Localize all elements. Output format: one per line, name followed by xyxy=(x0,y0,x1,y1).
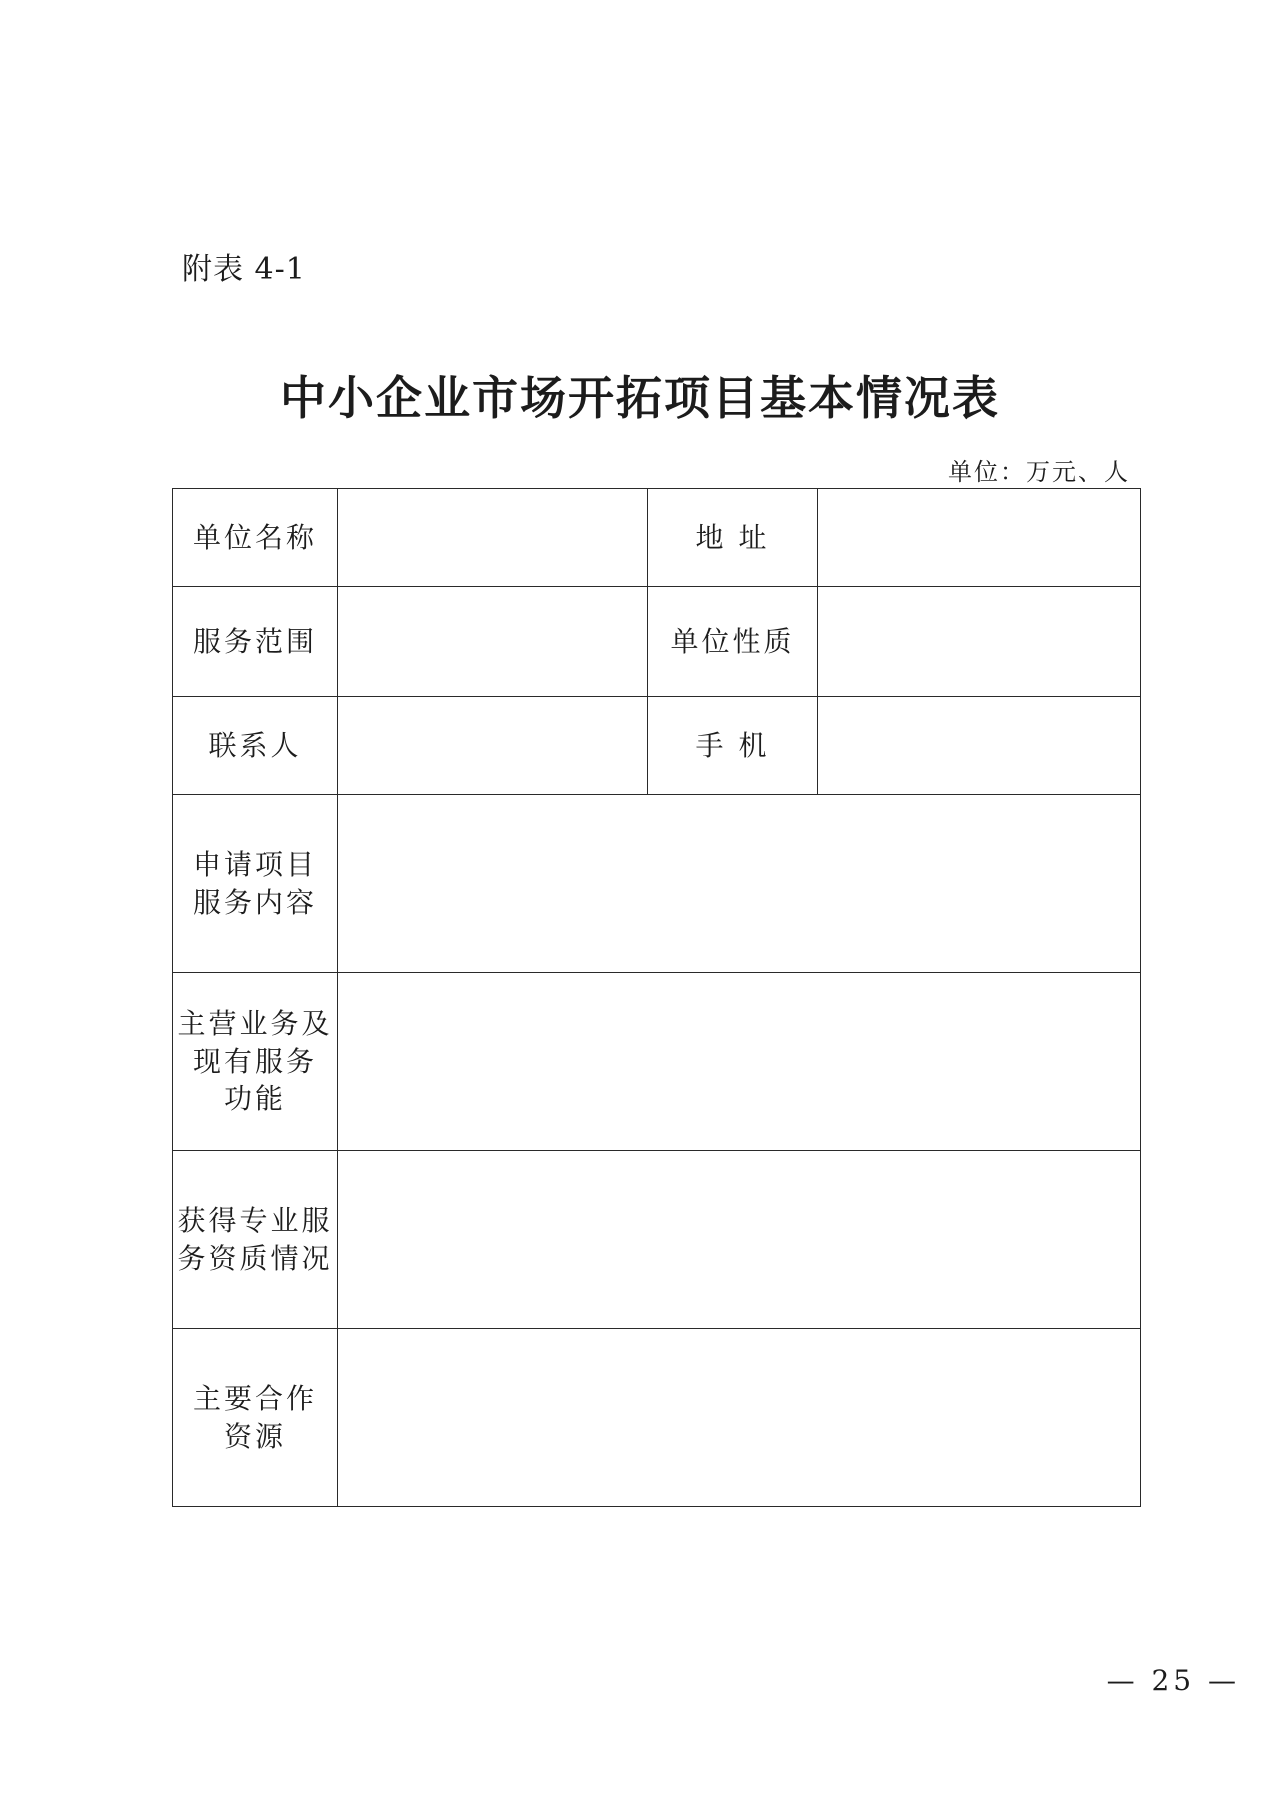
contact-label: 联系人 xyxy=(173,697,338,795)
unit-nature-label: 单位性质 xyxy=(648,587,818,697)
partner-resources-label: 主要合作 资源 xyxy=(173,1329,338,1507)
applied-service-label: 申请项目 服务内容 xyxy=(173,795,338,973)
page-title: 中小企业市场开拓项目基本情况表 xyxy=(280,371,1000,425)
unit-name-field[interactable] xyxy=(338,489,648,587)
main-business-field[interactable] xyxy=(338,973,1141,1151)
table-row xyxy=(173,795,1141,973)
unit-name-label: 单位名称 xyxy=(173,489,338,587)
unit-nature-field[interactable] xyxy=(818,587,1141,697)
table-row xyxy=(173,1151,1141,1329)
qualification-label: 获得专业服 务资质情况 xyxy=(173,1151,338,1329)
page-number: — 25 — xyxy=(1106,1664,1240,1697)
table-row xyxy=(173,697,1141,795)
address-field[interactable] xyxy=(818,489,1141,587)
contact-field[interactable] xyxy=(338,697,648,795)
table-row xyxy=(173,973,1141,1151)
qualification-field[interactable] xyxy=(338,1151,1141,1329)
service-scope-field[interactable] xyxy=(338,587,648,697)
partner-resources-field[interactable] xyxy=(338,1329,1141,1507)
applied-service-field[interactable] xyxy=(338,795,1141,973)
unit-note: 单位：万元、人 xyxy=(948,458,1130,486)
project-info-table xyxy=(172,488,1141,1507)
address-label: 地 址 xyxy=(648,489,818,587)
appendix-label: 附表 4-1 xyxy=(182,252,306,287)
mobile-field[interactable] xyxy=(818,697,1141,795)
table-row xyxy=(173,587,1141,697)
main-business-label: 主营业务及 现有服务 功能 xyxy=(173,973,338,1151)
service-scope-label: 服务范围 xyxy=(173,587,338,697)
table-row xyxy=(173,1329,1141,1507)
table-row xyxy=(173,489,1141,587)
mobile-label: 手 机 xyxy=(648,697,818,795)
